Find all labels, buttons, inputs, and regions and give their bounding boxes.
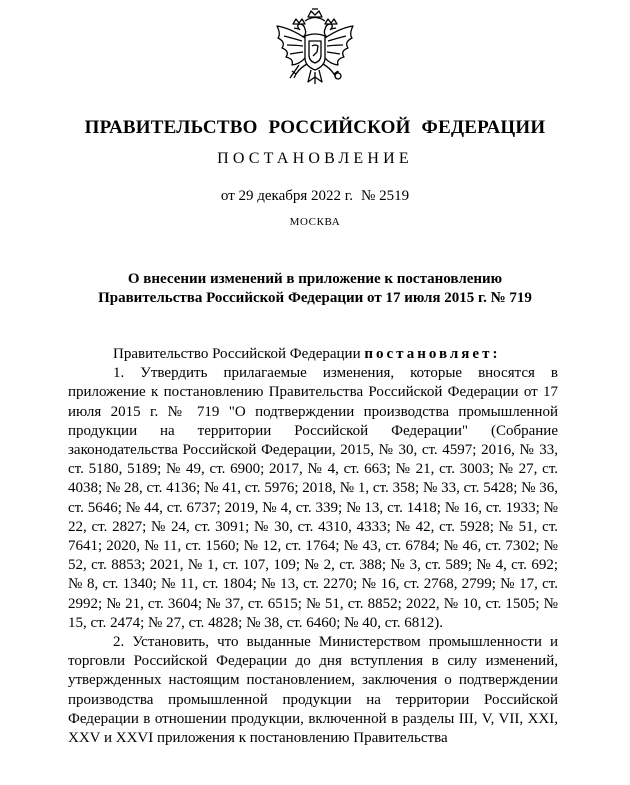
paragraph-1: 1. Утвердить прилагаемые изменения, которые вносятся в приложение к постановлению Правительства Российской Федерации от 17 июля 2015 г. № 719 "О подтверждении производства промышленной продукции на территории Российской Федерации" (Собрание законодательства Российской Федерации, 2015, № 30, ст. 4597; 2016, № 33, ст. 5180, 5189; № 49, ст. 6900; 2017, № 4, ст. 663; № 21, ст. 3003; № 27, ст. 4038; № 28, ст. 4136; № 41, ст. 5976; 2018, № 1, ст. 358; № 33, ст. 5428; № 36, ст. 5646; № 44, ст. 6737; 2019, № 4, ст. 339; № 13, ст. 1418; № 16, ст. 1933; № 22, ст. 2827; № 24, ст. 3091; № 30, ст. 4310, 4333; № 42, ст. 5928; № 51, ст. 7641; 2020, № 11, ст. 1560; № 12, ст. 1764; № 43, ст. 6784; № 46, ст. 7302; № 52, ст. 8853; 2021, № 1, ст. 107, 109; № 2, ст. 388; № 3, ст. 589; № 4, ст. 692; № 8, ст. 1340; № 11, ст. 1804; № 13, ст. 2270; № 16, ст. 2768, 2799; № 17, ст. 2992; № 21, ст. 3604; № 37, ст. 6515; № 51, ст. 8852; 2022, № 10, ст. 1505; № 15, ст. 2474; № 27, ст. 4828; № 38, ст. 6460; № 40, ст. 6812). [68,365,558,631]
document-number: № 2519 [361,188,410,204]
subject-line: Правительства Российской Федерации от 17 июля 2015 г. № 719 [98,290,532,306]
government-title: ПРАВИТЕЛЬСТВО РОССИЙСКОЙ ФЕДЕРАЦИИ [84,117,546,138]
paragraph-2: 2. Установить, что выданные Министерством промышленности и торговли Российской Федерации до дня вступления в силу изменений, утвержденных настоящим постановлением, заключения о подтверждении производства промышленной продукции на территории Российской Федерации в отношении продукции, включенной в разделы III, V, VII, XXI, XXV и XXVI приложения к постановлению Правительства [68,634,558,747]
document-city: МОСКВА [289,216,341,228]
intro-decision-word: постановляет: [364,346,501,362]
document-date: от 29 декабря 2022 г. [220,188,354,204]
document-subject [0,270,630,308]
document-type: ПОСТАНОВЛЕНИЕ [217,150,413,167]
document-date-line [0,188,630,205]
subject-line: О внесении изменений в приложение к постановлению [127,271,503,287]
document-body [68,345,558,748]
russian-coat-of-arms-icon [272,8,358,96]
intro-paragraph [68,345,558,364]
intro-lead: Правительство Российской Федерации [113,346,361,362]
